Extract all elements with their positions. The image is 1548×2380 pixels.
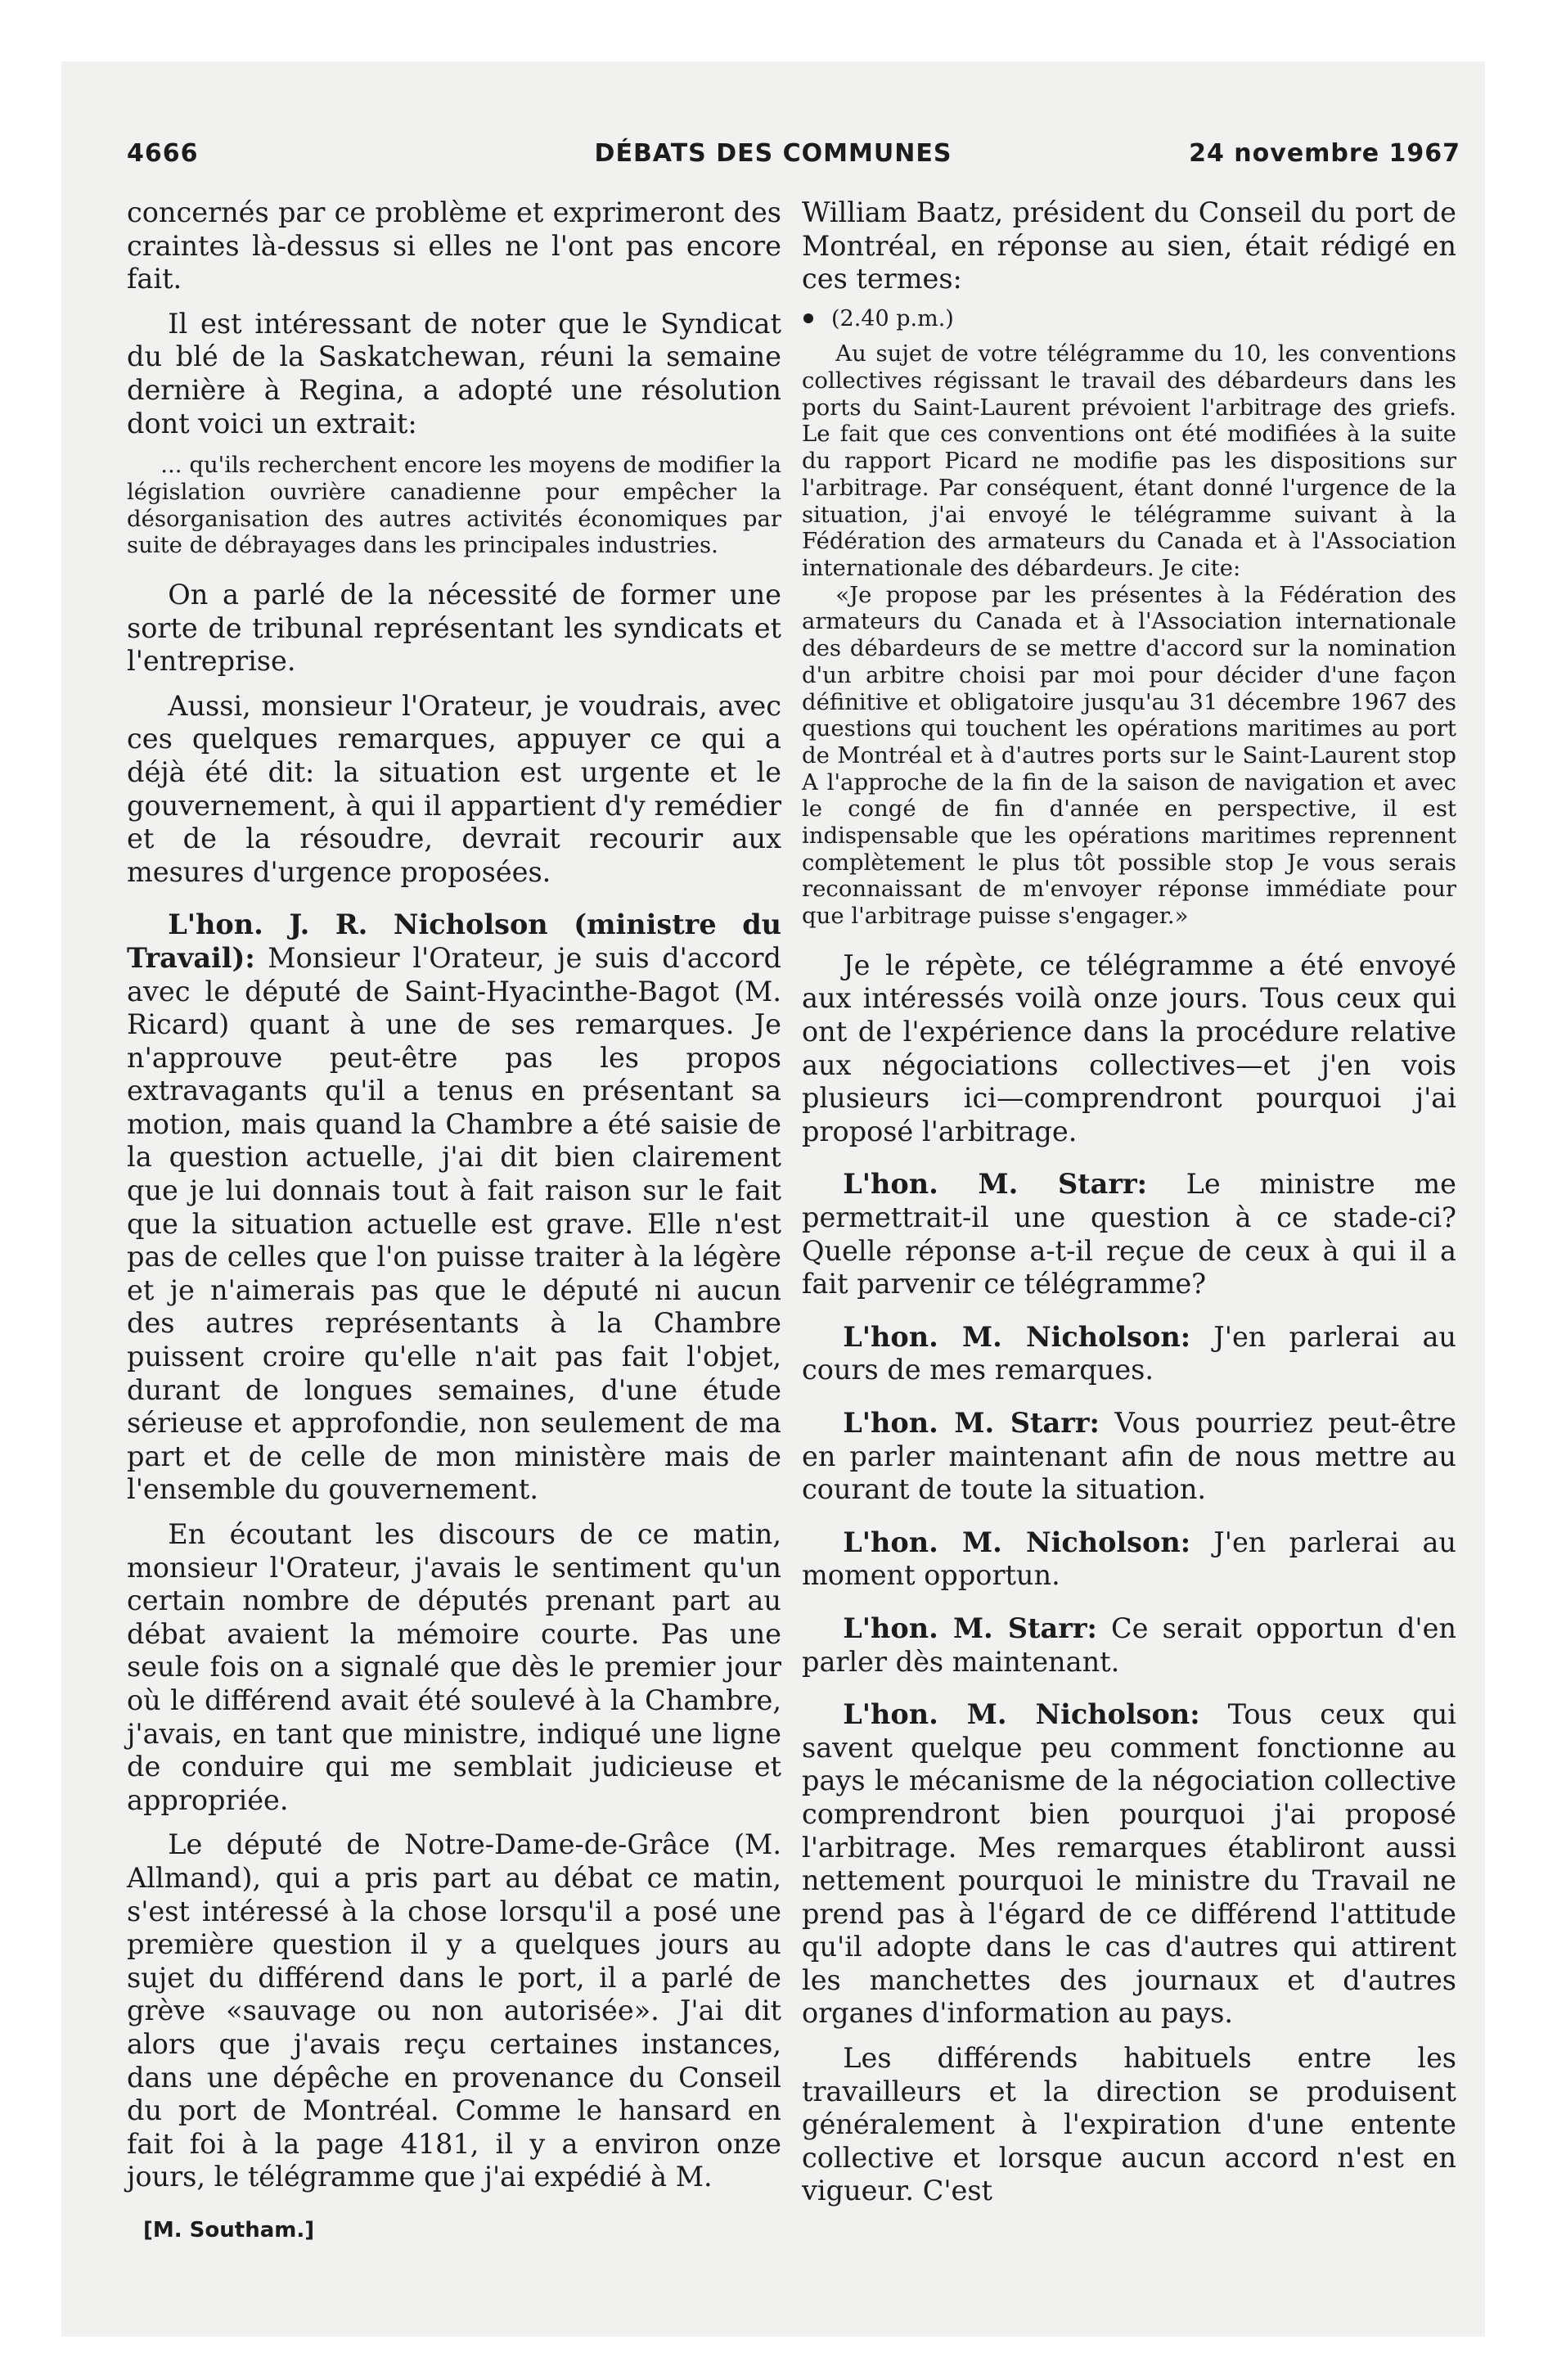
- block-quote: «Je propose par les présentes à la Fédération des armateurs du Canada et à l'Association internationale des débardeurs de se mettre d'accord sur la nomination d'un arbitre choisi par moi pour décider d'une façon définitive et obligatoire jusqu'au 31 décembre 1967 des questions qui touchent les opérations maritimes au port de Montréal et à d'autres ports sur le Saint-Laurent stop A l'approche de la fin de la saison de navigation et avec le congé de fin d'année en perspective, il est indispensable que les opérations maritimes reprennent complètement le plus tôt possible stop Je vous serais reconnaissant de m'envoyer réponse immédiate pour que l'arbitrage puisse s'engager.»: [802, 581, 1456, 930]
- document-page: [61, 61, 1485, 2337]
- paragraph: Les différends habituels entre les travailleurs et la direction se produisent généralement à l'expiration d'une entente collective et lorsque aucun accord n'est en vigueur. C'est: [802, 2042, 1456, 2207]
- speaker-paragraph: [127, 908, 781, 1507]
- paragraph: Le député de Notre-Dame-de-Grâce (M. Allmand), qui a pris part au débat ce matin, s'est intéressé à la chose lorsqu'il a posé une première question il y a quelques jours au sujet du différend dans le port, il a parlé de grève «sauvage ou non autorisée». J'ai dit alors que j'avais reçu certaines instances, dans une dépêche en provenance du Conseil du port de Montréal. Comme le hansard en fait foi à la page 4181, il y a environ onze jours, le télégramme que j'ai expédié à M.: [127, 1828, 781, 2193]
- block-quote: ... qu'ils recherchent encore les moyens de modifier la législation ouvrière canadienne pour empêcher la désorganisation des autres activités économiques par suite de débrayages dans les principales industries.: [127, 452, 781, 559]
- page-number: 4666: [127, 139, 199, 168]
- speaker-paragraph: [802, 1612, 1456, 1679]
- footer-note: [M. Southam.]: [143, 2217, 315, 2243]
- speech-text: J'en parlerai au cours de mes remarques.: [802, 1320, 1456, 1386]
- time-stamp: [802, 303, 1456, 336]
- paragraph: Il est intéressant de noter que le Syndicat du blé de la Saskatchewan, réuni la semaine dernière à Regina, a adopté une résolution dont voici un extrait:: [127, 307, 781, 439]
- paragraph: Je le répète, ce télégramme a été envoyé aux intéressés voilà onze jours. Tous ceux qui ont de l'expérience dans la procédure relative aux négociations collectives—et j'en vois plusieurs ici—comprendront pourquoi j'ai proposé l'arbitrage.: [802, 949, 1456, 1147]
- speech-text: Ce serait opportun d'en parler dès maintenant.: [802, 1611, 1457, 1678]
- right-column: [802, 196, 1456, 2208]
- paragraph: On a parlé de la nécessité de former une sorte de tribunal représentant les syndicats et l'entreprise.: [127, 578, 781, 678]
- time-stamp-text: (2.40 p.m.): [831, 305, 954, 331]
- speech-text: Monsieur l'Orateur, je suis d'accord avec le député de Saint-Hyacinthe-Bagot (M. Ricard) quant à une de ses remarques. Je n'approuve peut-être pas les propos extravagants qu'il a tenus en présentant sa motion, mais quand la Chambre a été saisie de la question actuelle, j'ai dit bien clairement que je lui donnais tout à fait raison sur le fait que la situation actuelle est grave. Elle n'est pas de celles que l'on puisse traiter à la légère et je n'aimerais pas que le député ni aucun des autres représentants à la Chambre puissent croire qu'elle n'ait pas fait l'objet, durant de longues semaines, d'une étude sérieuse et approfondie, non seulement de ma part et de celle de mon ministère mais de l'ensemble du gouvernement.: [127, 941, 781, 1506]
- paragraph: Aussi, monsieur l'Orateur, je voudrais, avec ces quelques remarques, appuyer ce qui a déjà été dit: la situation est urgente et le gouvernement, à qui il appartient d'y remédier et de la résoudre, devrait recourir aux mesures d'urgence proposées.: [127, 689, 781, 888]
- page-header: [61, 139, 1485, 180]
- left-column: [127, 196, 781, 2247]
- speaker-paragraph: [802, 1698, 1456, 2031]
- speaker-name: L'hon. M. Nicholson:: [843, 1698, 1200, 1731]
- speaker-paragraph: [802, 1407, 1456, 1507]
- page-date: 24 novembre 1967: [1189, 139, 1460, 168]
- speaker-name: L'hon. M. Nicholson:: [843, 1320, 1191, 1353]
- paragraph: En écoutant les discours de ce matin, monsieur l'Orateur, j'avais le sentiment qu'un certain nombre de députés prenant part au débat avaient la mémoire courte. Pas une seule fois on a signalé que dès le premier jour où le différend avait été soulevé à la Chambre, j'avais, en tant que ministre, indiqué une ligne de conduire qui me semblait judicieuse et appropriée.: [127, 1518, 781, 1816]
- speech-text: Tous ceux qui savent quelque peu comment fonctionne au pays le mécanisme de la négociation collective comprendront bien pourquoi j'ai proposé l'arbitrage. Mes remarques établiront aussi nettement pourquoi le ministre du Travail ne prend pas à l'égard de ce différend l'attitude qu'il adopte dans le cas d'autres qui attirent les manchettes des journaux et d'autres organes d'information au pays.: [802, 1698, 1456, 2030]
- speech-text: J'en parlerai au moment opportun.: [802, 1526, 1456, 1592]
- speaker-paragraph: [802, 1321, 1456, 1387]
- speaker-paragraph: [802, 1526, 1456, 1593]
- paragraph: William Baatz, président du Conseil du port de Montréal, en réponse au sien, était rédigé en ces termes:: [802, 196, 1456, 295]
- paragraph: concernés par ce problème et exprimeront des craintes là-dessus si elles ne l'ont pas encore fait.: [127, 196, 781, 295]
- page-title: DÉBATS DES COMMUNES: [594, 139, 952, 168]
- speaker-name: L'hon. M. Starr:: [843, 1406, 1100, 1439]
- bullet-icon: [803, 313, 813, 323]
- speaker-paragraph: [802, 1168, 1456, 1300]
- block-quote: Au sujet de votre télégramme du 10, les conventions collectives régissant le travail des débardeurs dans les ports du Saint-Laurent prévoient l'arbitrage des griefs. Le fait que ces conventions ont été modifiées à la suite du rapport Picard ne modifie pas les dispositions sur l'arbitrage. Par conséquent, étant donné l'urgence de la situation, j'ai envoyé le télégramme suivant à la Fédération des armateurs du Canada et à l'Association internationale des débardeurs. Je cite:: [802, 340, 1456, 581]
- speaker-name: L'hon. M. Starr:: [843, 1611, 1097, 1644]
- speech-text: Le ministre me permettrait-il une question à ce stade-ci? Quelle réponse a-t-il reçue de ceux à qui il a fait parvenir ce télégramme?: [802, 1168, 1456, 1300]
- speaker-name: L'hon. J. R. Nicholson (ministre du Travail):: [127, 908, 781, 974]
- speaker-name: L'hon. M. Nicholson:: [843, 1526, 1191, 1558]
- speech-text: Vous pourriez peut-être en parler maintenant afin de nous mettre au courant de toute la situation.: [802, 1406, 1456, 1506]
- speaker-name: L'hon. M. Starr:: [843, 1168, 1147, 1201]
